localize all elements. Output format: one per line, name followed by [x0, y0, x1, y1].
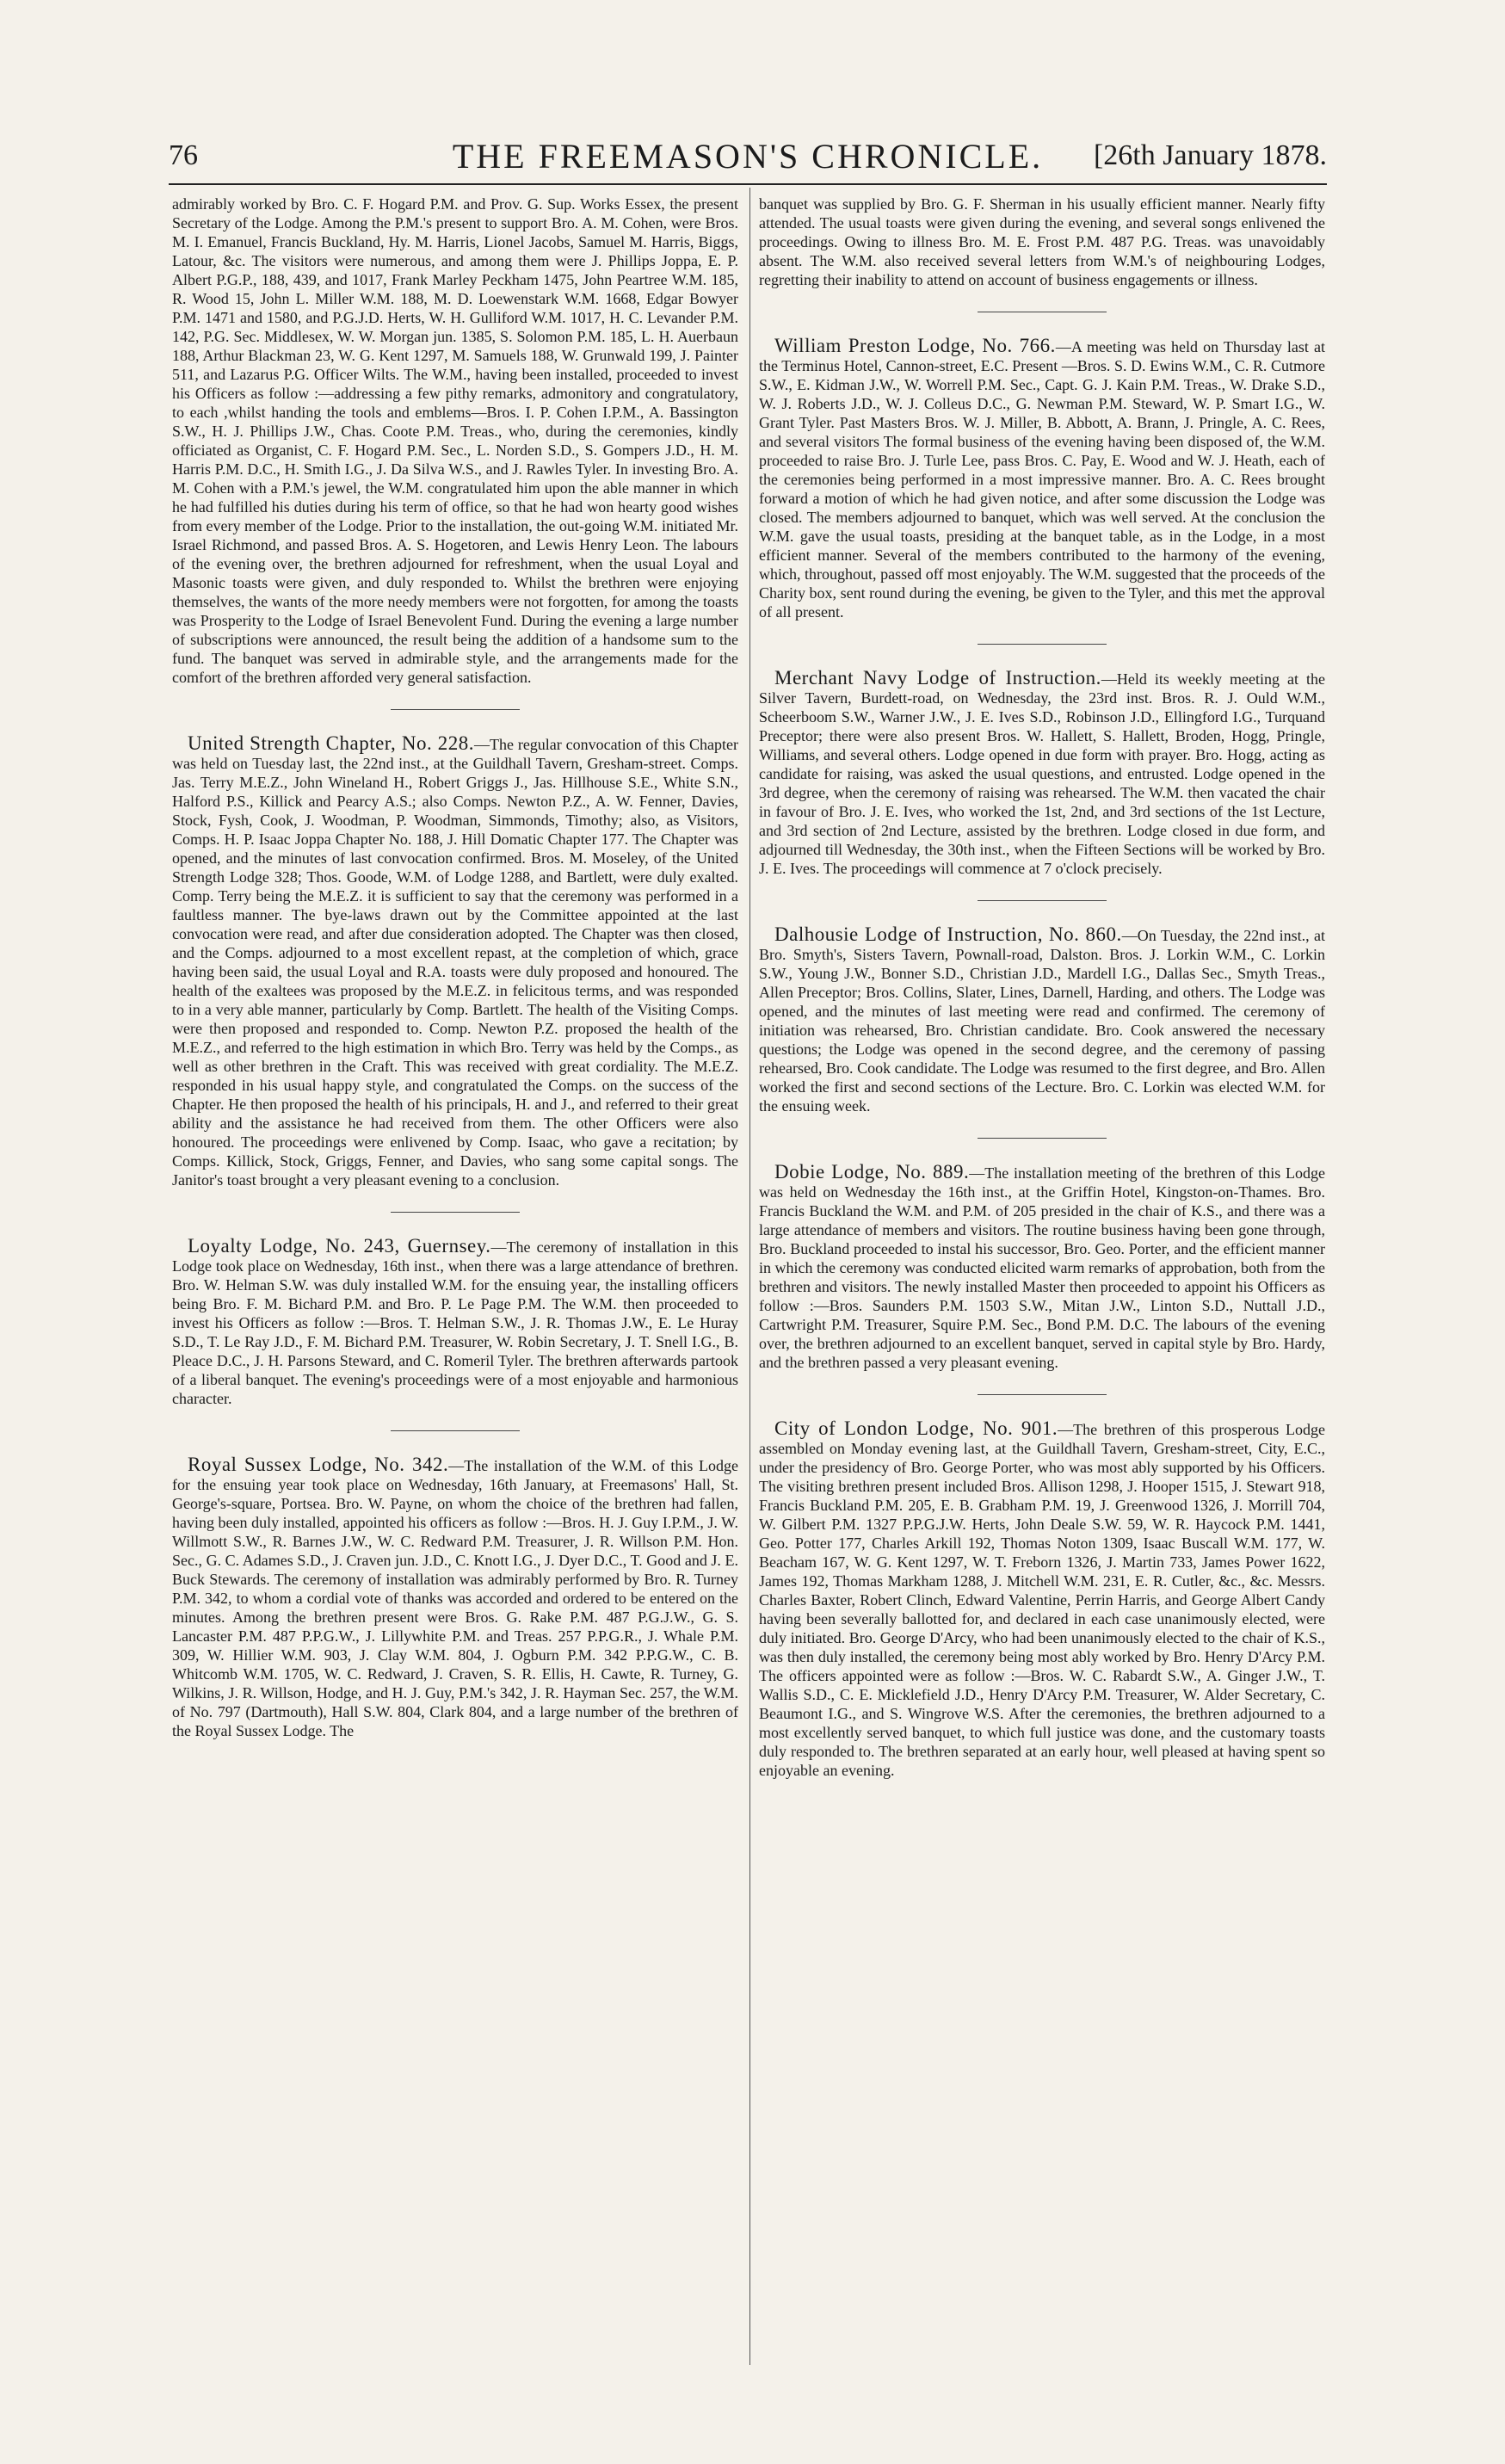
article-dobie-lodge — [759, 1163, 1325, 1372]
separator — [391, 709, 520, 710]
article-heading: Loyalty Lodge, No. 243, Guernsey. — [188, 1235, 491, 1257]
left-column — [172, 195, 738, 1749]
article-body: —The ceremony of installation in this Lodge took place on Wednesday, 16th inst., when there was a large attendance of brethren. Bro. W. Helman S.W. was duly installed W.M. for the ensuing year, the installing officers being Bro. F. M. Bichard P.M. and Bro. P. Le Page P.M. The W.M. then proceeded to invest his Officers as follow :—Bros. T. Helman S.W., J. R. Thomas J.W., E. Le Huray S.D., T. Le Ray J.D., F. M. Bichard P.M. Treasurer, W. Robin Secretary, J. T. Snell I.G., B. Pleace D.C., J. H. Parsons Steward, and C. Romeril Tyler. The brethren afterwards partook of a liberal banquet. The evening's proceedings were of a most enjoyable and harmonious character. — [172, 1238, 738, 1407]
page-number: 76 — [169, 139, 198, 171]
article-heading: William Preston Lodge, No. 766. — [774, 335, 1056, 356]
separator — [391, 1430, 520, 1431]
article-heading: Dobie Lodge, No. 889. — [774, 1161, 970, 1183]
article-continued — [759, 195, 1325, 289]
article-body: —Held its weekly meeting at the Silver Tavern, Burdett-road, on Wednesday, the 23rd inst. Bros. R. J. Ould W.M., Scheerboom S.W., Warner J.W., J. E. Ives S.D., Robinson J.D., Ellingford I.G., Turquand Preceptor; there were also present Bros. W. Hallett, S. Hallett, Broden, Hogg, Pringle, Williams, and several others. Lodge opened in due form with prayer. Bro. Hogg, acting as candidate for raising, was asked the usual questions, and entrusted. Lodge opened in the 3rd degree, when the ceremony of raising was rehearsed. The W.M. then vacated the chair in favour of Bro. J. E. Ives, who worked the 1st, 2nd, and 3rd sections of the 1st Lecture, and 3rd section of 2nd Lecture, assisted by the brethren. Lodge closed in due form, and adjourned till Wednesday, the 30th inst., when the Fifteen Sections will be worked by Bro. J. E. Ives. The proceedings will commence at 7 o'clock precisely. — [759, 670, 1326, 877]
article-heading: Royal Sussex Lodge, No. 342. — [188, 1454, 449, 1475]
separator — [978, 900, 1107, 901]
article-heading: United Strength Chapter, No. 228. — [188, 732, 475, 754]
article-continued — [172, 195, 738, 687]
article-heading: City of London Lodge, No. 901. — [774, 1417, 1058, 1439]
article-heading: Merchant Navy Lodge of Instruction. — [774, 667, 1101, 689]
publication-title: THE FREEMASON'S CHRONICLE. — [452, 137, 1044, 176]
article-loyalty-lodge — [172, 1237, 738, 1408]
article-heading: Dalhousie Lodge of Instruction, No. 860. — [774, 923, 1122, 945]
article-body: —The installation meeting of the brethren of this Lodge was held on Wednesday the 16th inst., at the Griffin Hotel, Kingston-on-Thames. Bro. Francis Buckland the W.M. and P.M. of 205 presided in the chair of K.S., and there was a large attendance of members and visitors. The routine business having been gone through, Bro. Buckland proceeded to instal his successor, Bro. Geo. Porter, and the efficient manner in which the ceremony was conducted elicited warm remarks of approbation, both from the brethren and visitors. The newly installed Master then proceeded to appoint his Officers as follow :—Bros. Saunders P.M. 1503 S.W., Mitan J.W., Linton S.D., Nuttall J.D., Cartwright P.M. Treasurer, Squire P.M. Sec., Bond P.M. D.C. The labours of the evening over, the brethren adjourned to an excellent banquet, served in capital style by Bro. Hardy, and the brethren passed a very pleasant evening. — [759, 1164, 1325, 1371]
article-body: —On Tuesday, the 22nd inst., at Bro. Smyth's, Sisters Tavern, Pownall-road, Dalston. Bros. J. Lorkin W.M., C. Lorkin S.W., Young J.W., Bonner S.D., Christian J.D., Mardell I.G., Dallas Sec., Smyth Treas., Allen Preceptor; Bros. Collins, Slater, Lines, Darnell, Harding, and others. The Lodge was opened, and the minutes of last meeting were read and confirmed. The ceremony of initiation was rehearsed, Bro. Christian candidate. Bro. Cook answered the necessary questions; the Lodge was opened in the second degree, and the ceremony of passing rehearsed, Bro. Cook candidate. The Lodge was resumed to the first degree, and Bro. Allen worked the first and second sections of the Lecture. Bro. C. Lorkin was elected W.M. for the ensuing week. — [759, 927, 1325, 1115]
article-united-strength — [172, 734, 738, 1189]
article-body: —The installation of the W.M. of this Lodge for the ensuing year took place on Wednesday, 16th January, at Freemasons' Hall, St. George's-square, Portsea. Bro. W. Payne, on whom the choice of the brethren had fallen, having been duly installed, appointed his officers as follow :—Bros. H. J. Guy I.P.M., J. W. Willmott S.W., R. Barnes J.W., W. C. Redward P.M. Treasurer, J. R. Willson P.M. Hon. Sec., G. C. Adames S.D., J. Craven jun. J.D., C. Knott I.G., J. Dyer D.C., T. Good and J. E. Buck Stewards. The ceremony of installation was admirably performed by Bro. R. Turney P.M. 342, to whom a cordial vote of thanks was accorded and ordered to be entered on the minutes. Among the brethren present were Bros. G. Rake P.M. 487 P.G.J.W., G. S. Lancaster P.M. 487 P.P.G.W., J. Lillywhite P.M. and Treas. 257 P.P.G.R., J. Whale P.M. 309, W. Hillier W.M. 903, J. Clay W.M. 804, J. Ogburn P.M. 342 P.P.G.W., C. B. Whitcomb W.M. 1705, W. C. Redward, J. Craven, S. R. Ellis, H. Cawte, R. Turney, G. Wilkins, J. R. Willson, Hodge, and H. J. Guy, P.M.'s 342, J. R. Hayman Sec. 257, the W.M. of No. 797 (Dartmouth), Hall S.W. 804, Clark 804, and a large number of the brethren of the Royal Sussex Lodge. The — [172, 1457, 738, 1739]
article-body: —The regular convocation of this Chapter was held on Tuesday last, the 22nd inst., at the Guildhall Tavern, Gresham-street. Comps. Jas. Terry M.E.Z., John Wineland H., Robert Griggs J., Jas. Hillhouse S.E., White S.N., Halford P.S., Killick and Pearcy A.S.; also Comps. Newton P.Z., A. W. Fenner, Davies, Stock, Fysh, Cook, J. Woodman, P. Woodman, Simmonds, Timothy; also, as Visitors, Comps. H. P. Isaac Joppa Chapter No. 188, J. Hill Domatic Chapter 177. The Chapter was opened, and the minutes of last convocation confirmed. Bros. M. Moseley, of the United Strength Lodge 328; Thos. Goode, W.M. of Lodge 1288, and Bartlett, were duly exalted. Comp. Terry being the M.E.Z. it is sufficient to say that the ceremony was performed in a faultless manner. The bye-laws drawn out by the Committee appointed at the last convocation were read, and after due consideration adopted. The Chapter was then closed, and the Comps. adjourned to a most excellent repast, at the completion of which, grace having been said, the usual Loyal and R.A. toasts were duly proposed and honoured. The health of the exaltees was proposed by the M.E.Z. in felicitous terms, and was responded to in a very able manner, particularly by Comp. Bartlett. The health of the Visiting Comps. were then proposed and responded to. Comp. Newton P.Z. proposed the health of the M.E.Z., and referred to the high estimation in which Bro. Terry was held by the Comps., as well as other brethren in the Craft. This was received with great cordiality. The M.E.Z. responded in his usual happy style, and congratulated the Comps. on the success of the Chapter. He then proposed the health of his principals, H. and J., and referred to their great ability and the assistance he had received from them. The other Officers were also honoured. The proceedings were enlivened by Comp. Isaac, who gave a recitation; by Comps. Killick, Stock, Griggs, Fenner, and Davies, who sang some capital songs. The Janitor's toast brought a very pleasant evening to a conclusion. — [172, 736, 738, 1189]
article-body: admirably worked by Bro. C. F. Hogard P.M. and Prov. G. Sup. Works Essex, the present Secretary of the Lodge. Among the P.M.'s present to support Bro. A. M. Cohen, were Bros. M. I. Emanuel, Francis Buckland, Hy. M. Harris, Lionel Jacobs, Samuel M. Harris, Biggs, Latour, &c. The visitors were numerous, and among them were J. Phillips Joppa, E. P. Albert P.G.P., 188, 439, and 1017, Frank Marley Peckham 1475, John Peartree W.M. 185, R. Wood 15, John L. Miller W.M. 188, M. D. Loewenstark W.M. 1668, Edgar Bowyer P.M. 1471 and 1580, and P.G.J.D. Herts, W. H. Gulliford W.M. 1017, H. C. Levander P.M. 142, P.G. Sec. Middlesex, W. W. Morgan jun. 1385, S. Solomon P.M. 185, L. H. Auerbaun 188, Arthur Blackman 23, W. G. Kent 1297, M. Samuels 188, W. Grunwald 199, J. Painter 511, and Lazarus P.G. Officer Wilts. The W.M., having been installed, proceeded to invest his Officers as follow :—addressing a few pithy remarks, admonitory and congratulatory, to each ,whilst handing the tools and emblems—Bros. I. P. Cohen I.P.M., A. Bassington S.W., H. J. Phillips J.W., Chas. Coote P.M. Treas., who, during the ceremonies, kindly officiated as Organist, C. F. Hogard P.M. Sec., L. Norden S.D., S. Gompers J.D., H. M. Harris P.M. D.C., H. Smith I.G., J. Da Silva W.S., and J. Rawles Tyler. In investing Bro. A. M. Cohen with a P.M.'s jewel, the W.M. congratulated him upon the able manner in which he had fulfilled his duties during his term of office, so that he had won hearty good wishes from every member of the Lodge. Prior to the installation, the out-going W.M. initiated Mr. Israel Richmond, and passed Bros. A. S. Hogetoren, and Lewis Henry Leon. The labours of the evening over, the brethren adjourned for refreshment, when the usual Loyal and Masonic toasts were given, and duly responded to. Whilst the brethren were enjoying themselves, the wants of the more needy members were not forgotten, for among the toasts was Prosperity to the Lodge of Israel Benevolent Fund. During the evening a large number of subscriptions were announced, the result being the addition of a handsome sum to the fund. The banquet was served in admirable style, and the arrangements made for the comfort of the brethren afforded very general satisfaction. — [172, 195, 738, 686]
article-dalhousie — [759, 925, 1325, 1115]
separator — [978, 1138, 1107, 1139]
article-body: —A meeting was held on Thursday last at the Terminus Hotel, Cannon-street, E.C. Present —Bros. S. D. Ewins W.M., C. R. Cutmore S.W., E. Kidman J.W., W. Worrell P.M. Sec., Capt. G. J. Kain P.M. Treas., W. Drake S.D., W. J. Roberts J.D., W. J. Colleus D.C., G. Newman P.M. Steward, W. P. Smart I.G., W. Grant Tyler. Past Masters Bros. W. J. Miller, B. Abbott, A. Brann, J. Pringle, A. C. Rees, and several visitors The formal business of the evening having been disposed of, the W.M. proceeded to raise Bro. J. Turle Lee, pass Bros. C. Pay, E. Wood and W. J. Heath, each of the ceremonies being performed in a most impressive manner. Bro. A. C. Rees brought forward a motion of which he had given notice, and after some discussion the Lodge was closed. The members adjourned to banquet, which was well served. At the conclusion the W.M. gave the usual toasts, presiding at the banquet table, as in the Lodge, in a most efficient manner. Several of the members contributed to the harmony of the evening, which, throughout, passed off most enjoyably. The W.M. suggested that the proceeds of the Charity box, sent round during the evening, be given to the Tyler, and this met the approval of all present. — [759, 338, 1325, 621]
masthead — [169, 136, 1327, 188]
article-body: banquet was supplied by Bro. G. F. Sherman in his usually efficient manner. Nearly fifty attended. The usual toasts were given during the evening, and several songs enlivened the proceedings. Owing to illness Bro. M. E. Frost P.M. 487 P.G. Treas. was unavoidably absent. The W.M. also received several letters from W.M.'s of neighbouring Lodges, regretting their inability to attend on account of business engagements or illness. — [759, 195, 1325, 288]
separator — [391, 1212, 520, 1213]
article-merchant-navy — [759, 669, 1325, 878]
header-rule — [169, 183, 1327, 185]
right-column — [759, 195, 1325, 1788]
article-royal-sussex — [172, 1455, 738, 1740]
separator — [978, 644, 1107, 645]
issue-date: [26th January 1878. — [1093, 139, 1327, 171]
article-city-of-london — [759, 1419, 1325, 1780]
column-divider — [749, 188, 750, 2365]
article-body: —The brethren of this prosperous Lodge assembled on Monday evening last, at the Guildhall Tavern, Gresham-street, City, E.C., under the presidency of Bro. George Porter, who was most ably supported by his Officers. The visiting brethren present included Bros. Allison 1298, J. Hooper 1515, J. Stewart 918, Francis Buckland P.M. 205, E. B. Grabham P.M. 19, J. Greenwood 1326, J. Morrill 704, W. Gilbert P.M. 1327 P.P.G.J.W. Herts, John Deale S.W. 59, W. R. Haycock P.M. 1441, Geo. Potter 177, Charles Arkill 192, Thomas Noton 1309, Isaac Buscall W.M. 177, W. Beacham 167, W. G. Kent 1297, W. T. Freborn 1326, J. Martin 733, James Power 1622, James 192, Thomas Markham 1288, J. Mitchell W.M. 231, E. R. Cutler, &c., &c. Messrs. Charles Baxter, Robert Clinch, Edward Valentine, Perrin Harris, and George Albert Candy having been severally ballotted for, and declared in each case unanimously elected, were duly initiated. Bro. George D'Arcy, who had been unanimously elected to the chair of K.S., was then duly installed, the ceremony being most ably worked by Bro. Henry D'Arcy P.M. The officers appointed were as follow :—Bros. W. C. Rabardt S.W., A. Ginger J.W., T. Wallis S.D., C. E. Micklefield J.D., Henry D'Arcy P.M. Treasurer, W. Alder Secretary, C. Beaumont I.G., and S. Wingrove W.S. After the ceremonies, the brethren adjourned to a most excellently served banquet, to which full justice was done, and the customary toasts duly responded to. The brethren separated at an early hour, well pleased at having spent so enjoyable an evening. — [759, 1421, 1325, 1779]
separator — [978, 1394, 1107, 1395]
article-william-preston — [759, 337, 1325, 621]
